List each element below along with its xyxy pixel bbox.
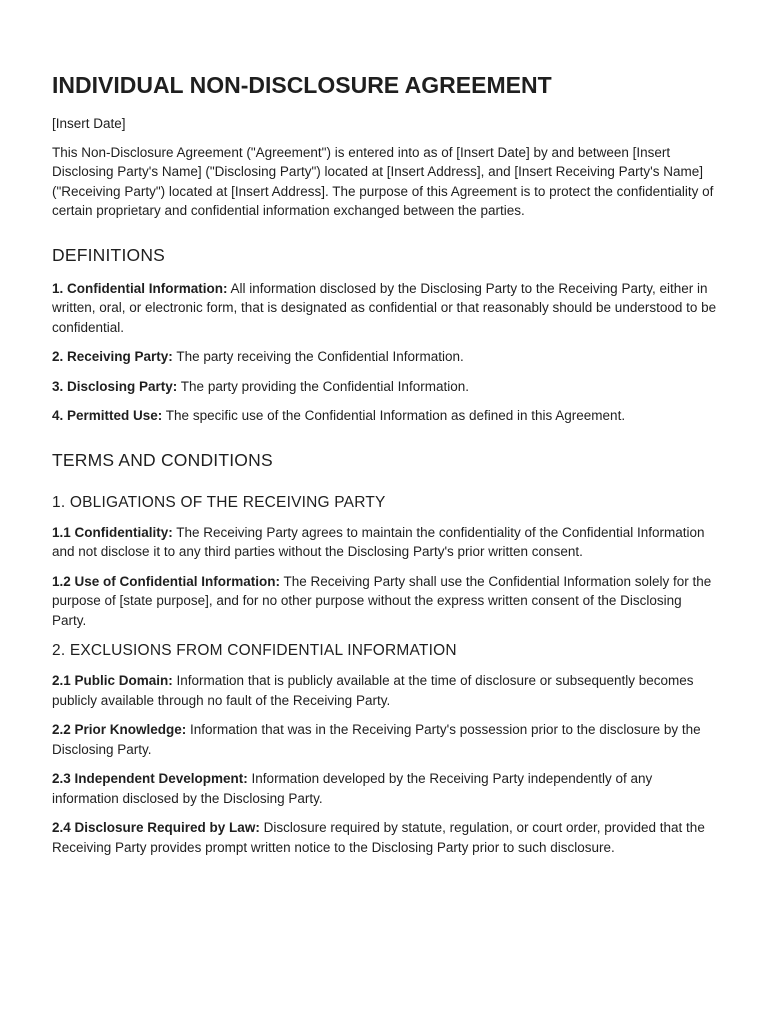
clause-term: 2.4 Disclosure Required by Law: — [52, 820, 260, 835]
clause-term: 1.2 Use of Confidential Information: — [52, 573, 281, 589]
obligations-heading: 1. OBLIGATIONS OF THE RECEIVING PARTY — [52, 493, 386, 511]
clause-text: The Receiving Party agrees to maintain the confidentiality of the Confidential Information and not disclose it to any third parties without the Disclosing Party's prior written consent. — [52, 524, 705, 559]
clause-term: 2.3 Independent Development: — [52, 771, 248, 786]
definition-text: The party providing the Confidential Information. — [177, 378, 469, 394]
definition-text: The specific use of the Confidential Information as defined in this Agreement. — [162, 408, 626, 423]
definition-term: 1. Confidential Information: — [52, 280, 228, 296]
clause-disclosure-required-by-law — [52, 818, 718, 857]
clause-independent-development — [52, 769, 718, 808]
definition-disclosing-party — [52, 377, 718, 397]
clause-text: The Receiving Party shall use the Confidential Information solely for the purpose of [state purpose], and for no other purpose without the express written consent of the Disclosing Party. — [52, 573, 712, 628]
clause-text: Information that is publicly available at the time of disclosure or subsequently becomes publicly available through no fault of the Receiving Party. — [52, 673, 694, 708]
clause-confidentiality — [52, 523, 718, 562]
definition-term: 4. Permitted Use: — [52, 408, 163, 423]
exclusions-heading: 2. EXCLUSIONS FROM CONFIDENTIAL INFORMATION — [52, 642, 457, 659]
clause-prior-knowledge — [52, 720, 718, 759]
definition-term: 3. Disclosing Party: — [52, 378, 178, 394]
clause-term: 1.1 Confidentiality: — [52, 524, 173, 540]
intro-paragraph: This Non-Disclosure Agreement ("Agreement") is entered into as of [Insert Date] by and between [Insert Disclosing Party's Name] ("Disclosing Party") located at [Insert Address], and [Insert Receiving Party's Name] ("Receiving Party") located at [Insert Address]. The purpose of this Agreement is to protect the confidentiality of certain proprietary and confidential information exchanged between the parties. — [52, 144, 714, 218]
definition-term: 2. Receiving Party: — [52, 349, 173, 364]
definitions-heading: DEFINITIONS — [52, 244, 166, 265]
document-title: INDIVIDUAL NON-DISCLOSURE AGREEMENT — [52, 72, 552, 98]
document-date: [Insert Date] — [52, 116, 126, 131]
clause-use-of-confidential-information — [52, 572, 718, 631]
definition-text: All information disclosed by the Disclosing Party to the Receiving Party, either in written, oral, or electronic form, that is designated as confidential or that reasonably should be understood to be confidential. — [52, 280, 717, 335]
definition-permitted-use — [52, 406, 718, 426]
clause-text: Disclosure required by statute, regulation, or court order, provided that the Receiving Party provides prompt written notice to the Disclosing Party prior to such disclosure. — [52, 820, 705, 855]
clause-term: 2.2 Prior Knowledge: — [52, 722, 187, 737]
definition-confidential-information — [52, 279, 718, 338]
definition-text: The party receiving the Confidential Information. — [172, 349, 464, 364]
terms-heading: TERMS AND CONDITIONS — [52, 449, 273, 470]
definition-receiving-party — [52, 347, 718, 367]
clause-text: Information that was in the Receiving Party's possession prior to the disclosure by the Disclosing Party. — [52, 722, 701, 757]
clause-term: 2.1 Public Domain: — [52, 673, 173, 688]
clause-public-domain — [52, 671, 718, 710]
clause-text: Information developed by the Receiving Party independently of any information disclosed by the Disclosing Party. — [52, 771, 653, 806]
